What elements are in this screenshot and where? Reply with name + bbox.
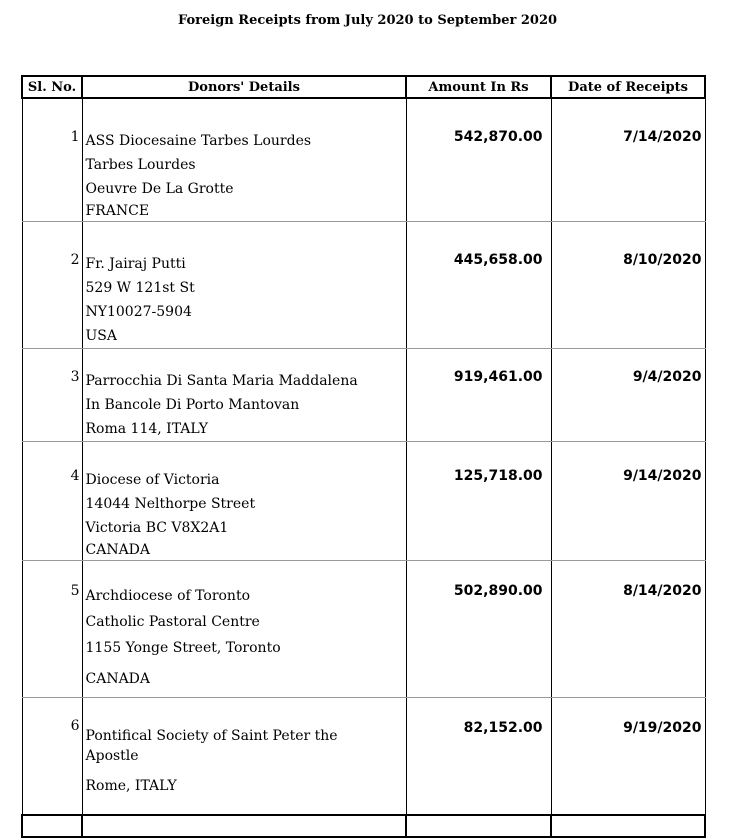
donor-line: Apostle <box>85 748 139 764</box>
row-sl-number: 3 <box>22 349 82 442</box>
row-date: 9/4/2020 <box>551 349 705 442</box>
donor-line: FRANCE <box>85 203 150 219</box>
row-donor-details <box>82 561 406 698</box>
donor-line: 14044 Nelthorpe Street <box>85 496 256 512</box>
donor-line: Pontifical Society of Saint Peter the <box>85 728 338 744</box>
row-amount: 82,152.00 <box>406 698 551 816</box>
donor-line: In Bancole Di Porto Mantovan <box>85 397 300 413</box>
donor-line: 1155 Yonge Street, Toronto <box>85 640 281 656</box>
donor-line: ASS Diocesaine Tarbes Lourdes <box>85 133 312 149</box>
column-header-date: Date of Receipts <box>551 76 705 98</box>
table-row <box>22 442 705 561</box>
donor-line: Oeuvre De La Grotte <box>85 181 234 197</box>
row-sl-number: 1 <box>22 98 82 222</box>
row-amount: 125,718.00 <box>406 442 551 561</box>
row-sl-number: 4 <box>22 442 82 561</box>
row-donor-details <box>82 222 406 349</box>
donor-line: NY10027-5904 <box>85 304 192 320</box>
donor-line: Fr. Jairaj Putti <box>85 256 186 272</box>
empty-cell <box>22 815 82 837</box>
row-date: 8/14/2020 <box>551 561 705 698</box>
table-row <box>22 98 705 222</box>
table-row <box>22 349 705 442</box>
donor-line: Victoria BC V8X2A1 <box>85 520 229 536</box>
row-donor-details <box>82 698 406 816</box>
row-donor-details <box>82 349 406 442</box>
row-date: 9/14/2020 <box>551 442 705 561</box>
row-sl-number: 5 <box>22 561 82 698</box>
donor-line: Parrocchia Di Santa Maria Maddalena <box>85 373 358 389</box>
table-row <box>22 222 705 349</box>
row-amount: 502,890.00 <box>406 561 551 698</box>
column-header-sl: Sl. No. <box>22 76 82 98</box>
receipts-table <box>21 75 706 838</box>
table-row <box>22 561 705 698</box>
donor-line: Diocese of Victoria <box>85 472 220 488</box>
donor-line: Roma 114, ITALY <box>85 421 209 437</box>
row-date: 8/10/2020 <box>551 222 705 349</box>
row-date: 9/19/2020 <box>551 698 705 816</box>
row-amount: 542,870.00 <box>406 98 551 222</box>
donor-line: USA <box>85 328 117 344</box>
row-donor-details <box>82 98 406 222</box>
row-sl-number: 2 <box>22 222 82 349</box>
row-sl-number: 6 <box>22 698 82 816</box>
donor-line: Tarbes Lourdes <box>85 157 196 173</box>
donor-line: 529 W 121st St <box>85 280 195 296</box>
row-amount: 919,461.00 <box>406 349 551 442</box>
row-amount: 445,658.00 <box>406 222 551 349</box>
row-date: 7/14/2020 <box>551 98 705 222</box>
column-header-donor: Donors' Details <box>82 76 406 98</box>
donor-line: Archdiocese of Toronto <box>85 588 251 604</box>
table-row <box>22 698 705 816</box>
donor-line: Rome, ITALY <box>85 778 177 794</box>
column-header-amount: Amount In Rs <box>406 76 551 98</box>
donor-line: Catholic Pastoral Centre <box>85 614 260 630</box>
donor-line: CANADA <box>85 542 151 558</box>
row-donor-details <box>82 442 406 561</box>
empty-cell <box>551 815 705 837</box>
donor-line: CANADA <box>85 671 151 687</box>
page-title: Foreign Receipts from July 2020 to September 2020 <box>177 13 558 28</box>
table-header-row <box>22 76 705 98</box>
empty-cell <box>82 815 406 837</box>
table-empty-row <box>22 815 705 837</box>
empty-cell <box>406 815 551 837</box>
